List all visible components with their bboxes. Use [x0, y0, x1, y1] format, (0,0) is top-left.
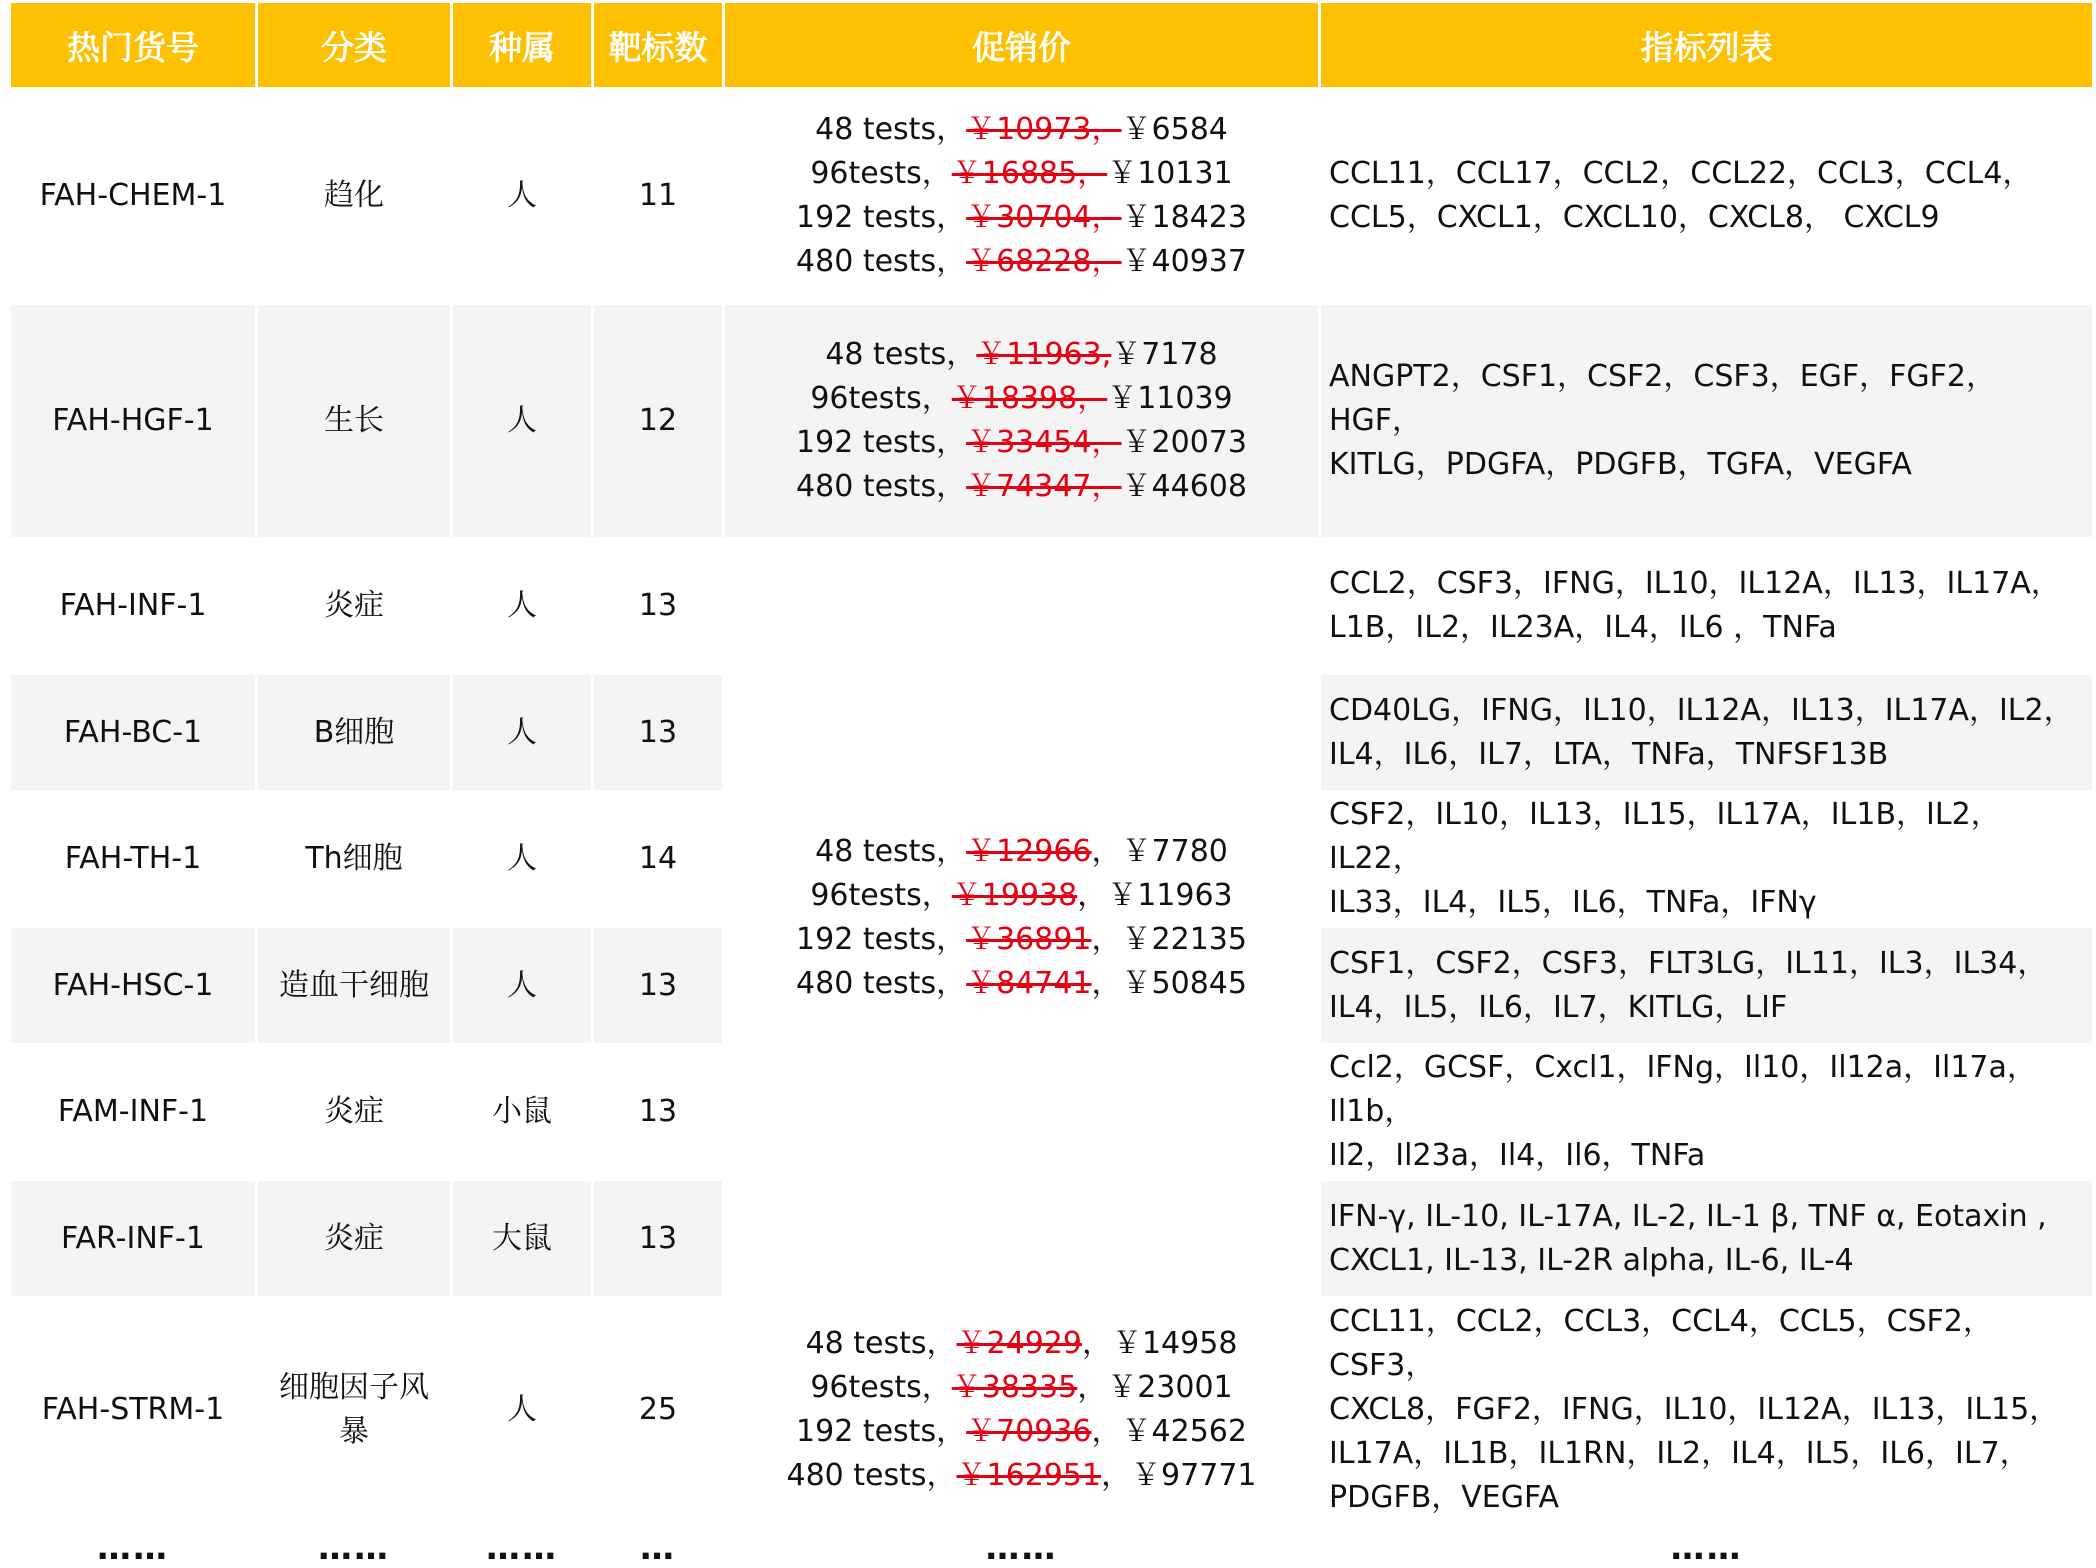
price-line [725, 1322, 1318, 1366]
markers-line: CCL2，CSF3，IFNG，IL10，IL12A，IL13，IL17A， [1329, 566, 2061, 601]
original-price: ￥24929 [956, 1325, 1082, 1361]
sale-price: ，￥23001 [1077, 1369, 1233, 1405]
sale-price: ￥18423 [1121, 200, 1247, 235]
markers-line: CXCL1, IL-13, IL-2R alpha, IL-6, IL-4 [1329, 1242, 1854, 1278]
header-targets: 靶标数 [594, 3, 725, 90]
sku-cell: FAH-STRM-1 [11, 1299, 258, 1523]
price-line [725, 465, 1318, 509]
sale-price: ￥44608 [1121, 469, 1247, 504]
ellipsis-cell: …… [11, 1523, 258, 1566]
original-price: ￥18398， [951, 381, 1108, 416]
original-price: ￥19938 [951, 878, 1078, 913]
original-price: ￥68228， [966, 244, 1122, 279]
sku-cell: FAH-TH-1 [11, 793, 258, 928]
price-label: 96tests， [810, 878, 952, 913]
markers-cell [1321, 305, 2095, 540]
markers-line: CCL5，CXCL1，CXCL10，CXCL8， CXCL9 [1329, 200, 1940, 235]
category-cell: 炎症 [258, 1181, 453, 1299]
targets-cell: 13 [594, 1181, 725, 1299]
markers-line: CXCL8，FGF2，IFNG，IL10，IL12A，IL13，IL15， [1329, 1391, 2060, 1427]
sku-cell: FAH-HSC-1 [11, 928, 258, 1046]
price-label: 48 tests， [815, 112, 967, 147]
price-line [725, 240, 1318, 284]
price-label: 96tests， [810, 1369, 952, 1405]
price-label: 192 tests， [796, 1413, 967, 1449]
markers-cell [1321, 793, 2095, 928]
markers-line: IL4，IL5，IL6，IL7，KITLG，LIF [1329, 989, 1788, 1025]
sku-cell: FAM-INF-1 [11, 1046, 258, 1181]
price-line [725, 1410, 1318, 1454]
price-line [725, 108, 1318, 152]
markers-line: ANGPT2，CSF1，CSF2，CSF3，EGF，FGF2，HGF， [1329, 359, 1997, 438]
price-line [725, 1454, 1318, 1498]
category-cell: 趋化 [258, 90, 453, 305]
price-label: 192 tests， [796, 200, 967, 235]
price-label: 480 tests， [796, 244, 967, 279]
markers-line: CCL11，CCL17，CCL2，CCL22，CCL3，CCL4， [1329, 156, 2033, 191]
species-cell: 人 [453, 540, 594, 675]
price-line [725, 1366, 1318, 1410]
price-line [725, 333, 1318, 377]
species-cell: 人 [453, 90, 594, 305]
sku-cell: FAH-HGF-1 [11, 305, 258, 540]
shared-price-cell [725, 540, 1321, 1299]
price-cell [725, 305, 1321, 540]
markers-line: CCL11，CCL2，CCL3，CCL4，CCL5，CSF2，CSF3， [1329, 1303, 1993, 1383]
sale-price: ，￥50845 [1091, 966, 1247, 1001]
species-cell: 大鼠 [453, 1181, 594, 1299]
price-label: 48 tests， [805, 1325, 957, 1361]
price-label: 192 tests， [796, 922, 967, 957]
markers-cell [1321, 540, 2095, 675]
targets-cell: 12 [594, 305, 725, 540]
ellipsis-cell: … [594, 1523, 725, 1566]
category-cell: 炎症 [258, 540, 453, 675]
targets-cell: 14 [594, 793, 725, 928]
ellipsis-cell: …… [725, 1523, 1321, 1566]
table-row [11, 1299, 2095, 1523]
price-label: 48 tests， [815, 834, 967, 869]
targets-cell: 13 [594, 540, 725, 675]
markers-line: CD40LG，IFNG，IL10，IL12A，IL13，IL17A，IL2， [1329, 692, 2074, 728]
markers-line: IFN-γ, IL-10, IL-17A, IL-2, IL-1 β, TNF α, Eotaxin , [1329, 1198, 2047, 1234]
price-line [725, 196, 1318, 240]
header-species: 种属 [453, 3, 594, 90]
sku-cell: FAH-INF-1 [11, 540, 258, 675]
category-cell [258, 1299, 453, 1523]
price-line [725, 152, 1318, 196]
category-line: 暴 [339, 1413, 369, 1449]
price-label: 96tests， [810, 381, 952, 416]
original-price: ￥38335 [951, 1369, 1078, 1405]
markers-cell [1321, 928, 2095, 1046]
original-price: ￥10973， [966, 112, 1122, 147]
original-price: ￥16885， [951, 156, 1108, 191]
markers-line: KITLG，PDGFA，PDGFB，TGFA，VEGFA [1329, 447, 1912, 482]
original-price: ￥84741 [966, 966, 1092, 1001]
price-label: 192 tests， [796, 425, 967, 460]
sku-cell: FAH-CHEM-1 [11, 90, 258, 305]
markers-cell [1321, 1299, 2095, 1523]
price-line [725, 874, 1318, 918]
sale-price: ￥40937 [1121, 244, 1247, 279]
original-price: ￥162951 [956, 1457, 1102, 1493]
markers-cell [1321, 675, 2095, 793]
sale-price: ￥10131 [1107, 156, 1233, 191]
targets-cell: 13 [594, 1046, 725, 1181]
markers-line: IL33，IL4，IL5，IL6，TNFa，IFNγ [1329, 885, 1817, 920]
table-row [11, 305, 2095, 540]
markers-line: Ccl2，GCSF，Cxcl1，IFNg，Il10，Il12a，Il17a，Il1b， [1329, 1050, 2037, 1129]
sale-price: ￥6584 [1121, 112, 1228, 147]
price-label: 96tests， [810, 156, 952, 191]
markers-line: L1B，IL2，IL23A，IL4，IL6 ，TNFa [1329, 610, 1837, 645]
category-cell: 造血干细胞 [258, 928, 453, 1046]
category-cell: B细胞 [258, 675, 453, 793]
targets-cell: 13 [594, 675, 725, 793]
header-sku: 热门货号 [11, 3, 258, 90]
sale-price: ，￥97771 [1101, 1457, 1257, 1493]
header-markers: 指标列表 [1321, 3, 2095, 90]
markers-cell [1321, 1181, 2095, 1299]
table-row [11, 90, 2095, 305]
species-cell: 人 [453, 793, 594, 928]
targets-cell: 13 [594, 928, 725, 1046]
species-cell: 人 [453, 928, 594, 1046]
species-cell: 人 [453, 305, 594, 540]
price-line [725, 377, 1318, 421]
sale-price: ￥20073 [1121, 425, 1247, 460]
ellipsis-cell: …… [258, 1523, 453, 1566]
original-price: ￥12966 [966, 834, 1092, 869]
price-label: 480 tests， [796, 966, 967, 1001]
markers-line: Il2，Il23a，Il4，Il6，TNFa [1329, 1138, 1706, 1173]
sale-price: ，￥42562 [1091, 1413, 1247, 1449]
sku-cell: FAH-BC-1 [11, 675, 258, 793]
category-cell: 生长 [258, 305, 453, 540]
sale-price: ￥11039 [1107, 381, 1233, 416]
original-price: ￥74347， [966, 469, 1122, 504]
price-line [725, 421, 1318, 465]
species-cell: 人 [453, 1299, 594, 1523]
price-label: 48 tests， [825, 337, 977, 372]
targets-cell: 25 [594, 1299, 725, 1523]
header-row [11, 3, 2095, 90]
markers-line: CSF1，CSF2，CSF3，FLT3LG，IL11，IL3，IL34， [1329, 945, 2048, 981]
sale-price: ，￥22135 [1091, 922, 1247, 957]
price-line [725, 830, 1318, 874]
sale-price: ￥7178 [1111, 337, 1218, 372]
sale-price: ，￥14958 [1081, 1325, 1238, 1361]
targets-cell: 11 [594, 90, 725, 305]
category-cell: 炎症 [258, 1046, 453, 1181]
species-cell: 人 [453, 675, 594, 793]
price-line [725, 918, 1318, 962]
ellipsis-cell: …… [1321, 1523, 2095, 1566]
sale-price: ，￥7780 [1091, 834, 1228, 869]
header-price: 促销价 [725, 3, 1321, 90]
category-line: 细胞因子风 [279, 1369, 429, 1405]
price-label: 480 tests， [796, 469, 967, 504]
markers-line: PDGFB，VEGFA [1329, 1479, 1560, 1515]
original-price: ￥11963, [976, 337, 1112, 372]
header-category: 分类 [258, 3, 453, 90]
price-line [725, 962, 1318, 1006]
product-table [11, 3, 2095, 1566]
markers-line: CSF2，IL10，IL13，IL15，IL17A，IL1B，IL2，IL22， [1329, 797, 2001, 876]
markers-cell [1321, 90, 2095, 305]
price-label: 480 tests， [786, 1457, 957, 1493]
price-cell [725, 1299, 1321, 1523]
markers-cell [1321, 1046, 2095, 1181]
original-price: ￥30704， [966, 200, 1122, 235]
category-cell: Th细胞 [258, 793, 453, 928]
original-price: ￥33454， [966, 425, 1122, 460]
markers-line: IL4，IL6，IL7，LTA，TNFa，TNFSF13B [1329, 736, 1889, 772]
ellipsis-row [11, 1523, 2095, 1566]
markers-line: IL17A，IL1B，IL1RN，IL2，IL4，IL5，IL6，IL7， [1329, 1435, 2030, 1471]
ellipsis-cell: …… [453, 1523, 594, 1566]
price-cell [725, 90, 1321, 305]
sale-price: ，￥11963 [1077, 878, 1233, 913]
table-row [11, 540, 2095, 675]
original-price: ￥36891 [966, 922, 1092, 957]
species-cell: 小鼠 [453, 1046, 594, 1181]
original-price: ￥70936 [966, 1413, 1092, 1449]
sku-cell: FAR-INF-1 [11, 1181, 258, 1299]
